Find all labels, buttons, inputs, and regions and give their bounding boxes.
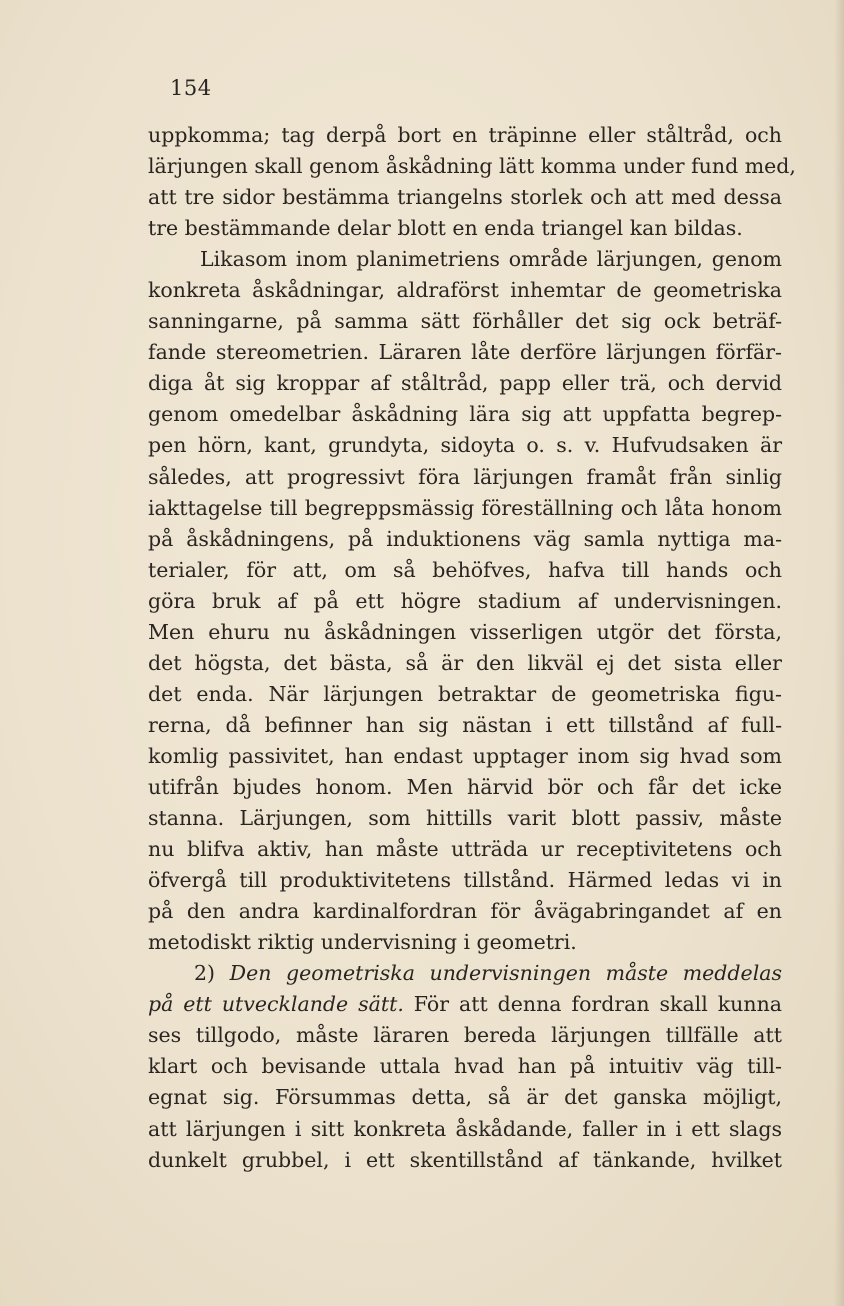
text-line: Likasom inom planimetriens område lärjungen, genom [200, 247, 782, 272]
text-line: sanningarne, på samma sätt förhåller det sig ock beträf- [148, 309, 782, 334]
section-heading-line [148, 989, 782, 1020]
text-line: klart och bevisande uttala hvad han på intuitiv väg till- [148, 1054, 782, 1079]
text-line: det högsta, det bästa, så är den likväl ej det sista eller [148, 650, 782, 675]
text-line: diga åt sig kroppar af ståltråd, papp eller trä, och dervid [148, 371, 782, 396]
text-fragment: För att denna fordran skall kunna [413, 992, 782, 1017]
page-number: 154 [170, 76, 212, 100]
section-heading-continued: på ett utvecklande sätt. [148, 992, 404, 1017]
text-line: Men ehuru nu åskådningen visserligen utgör det första, [148, 619, 782, 644]
text-line: på åskådningens, på induktionens väg samla nyttiga ma- [148, 526, 782, 551]
text-line: fande stereometrien. Läraren låte derföre lärjungen förfär- [148, 340, 782, 365]
text-line: rerna, då befinner han sig nästan i ett tillstånd af full- [148, 712, 782, 737]
text-line: således, att progressivt föra lärjungen framåt från sinlig [148, 464, 782, 489]
text-line: komlig passivitet, han endast upptager inom sig hvad som [148, 743, 782, 768]
text-line: utifrån bjudes honom. Men härvid bör och får det icke [148, 774, 782, 799]
text-line: konkreta åskådningar, aldraförst inhemtar de geometriska [148, 278, 782, 303]
text-line: iakttagelse till begreppsmässig föreställning och låta honom [148, 495, 782, 520]
text-line: stanna. Lärjungen, som hittills varit blott passiv, måste [148, 806, 782, 831]
section-heading-line [148, 958, 782, 989]
section-heading: Den geometriska undervisningen måste meddelas [229, 961, 782, 986]
text-line: uppkomma; tag derpå bort en träpinne eller ståltråd, och [148, 123, 782, 147]
text-line: ses tillgodo, måste läraren bereda lärjungen tillfälle att [148, 1023, 782, 1048]
text-line: göra bruk af på ett högre stadium af undervisningen. [148, 588, 782, 613]
text-line: tre bestämmande delar blott en enda triangel kan bildas. [148, 216, 743, 241]
page-gutter-shadow [834, 0, 844, 1306]
text-line: nu blifva aktiv, han måste utträda ur receptivitetens och [148, 837, 782, 862]
text-line: det enda. När lärjungen betraktar de geometriska figu- [148, 681, 782, 706]
text-line: dunkelt grubbel, i ett skentillstånd af tänkande, hvilket [148, 1147, 782, 1172]
text-line: pen hörn, kant, grundyta, sidoyta o. s. v. Hufvudsaken är [148, 433, 782, 458]
text-line: lärjungen skall genom åskådning lätt komma under fund med, [148, 154, 796, 179]
text-line: egnat sig. Försummas detta, så är det ganska möjligt, [148, 1085, 782, 1110]
section-number: 2) [194, 961, 216, 986]
text-line: att lärjungen i sitt konkreta åskådande, faller in i ett slags [148, 1116, 782, 1141]
text-line: att tre sidor bestämma triangelns storlek och att med dessa [148, 185, 782, 210]
text-line: öfvergå till produktivitetens tillstånd. Härmed ledas vi in [148, 868, 782, 893]
text-line: genom omedelbar åskådning lära sig att uppfatta begrep- [148, 402, 782, 427]
text-line: terialer, för att, om så behöfves, hafva till hands och [148, 557, 782, 582]
body-text [148, 120, 796, 1176]
text-line: på den andra kardinalfordran för åvägabringandet af en [148, 899, 782, 924]
text-line: metodiskt riktig undervisning i geometri. [148, 930, 577, 955]
